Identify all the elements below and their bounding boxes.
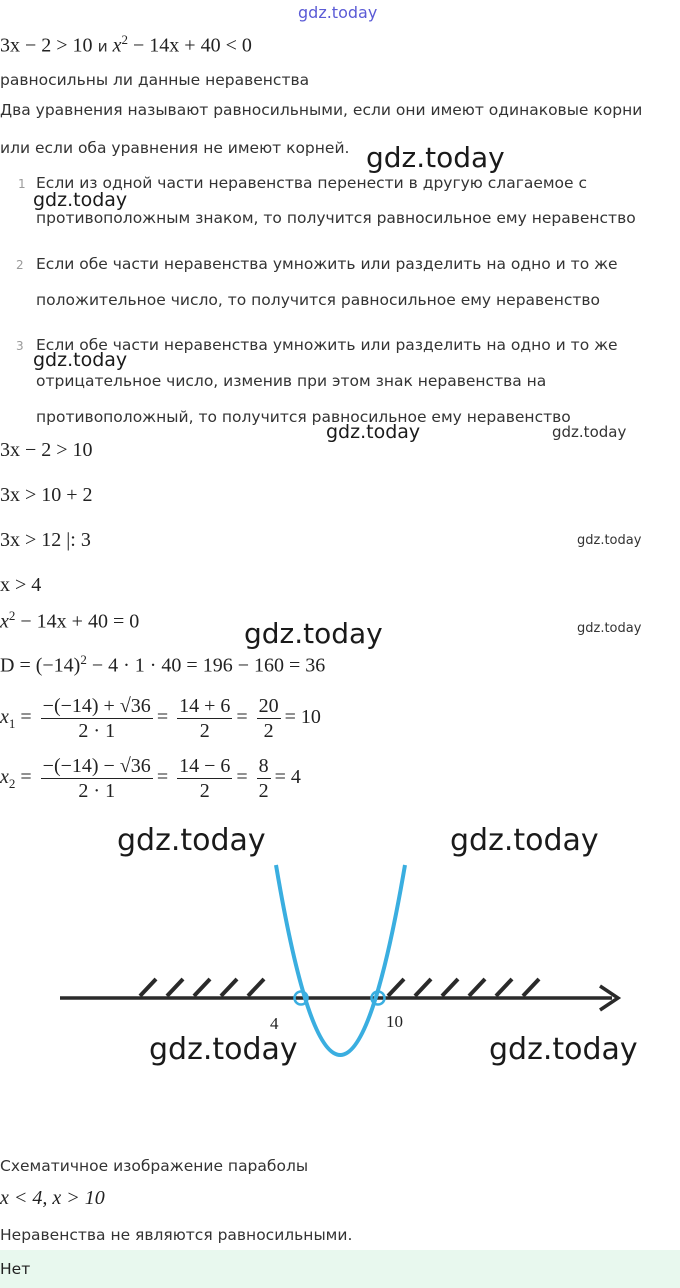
- hatch-mark: [194, 979, 210, 996]
- answer-box: [0, 1250, 680, 1288]
- root-x1-fraction-1: $\frac{-(-14) + √36}{2 \cdot 1}$: [42, 695, 151, 742]
- hatch-mark: [523, 979, 539, 996]
- watermark: gdz.today: [450, 823, 599, 858]
- root-x2-fraction-3: $\frac{8}{2}$: [258, 755, 269, 802]
- root-x2-label: x: [0, 766, 9, 789]
- solution-step-2: 3x > 10 + 2: [0, 484, 93, 506]
- root-x1-fraction-2: $\frac{14 + 6}{2}$: [179, 695, 231, 742]
- rule-number-3: 3: [16, 339, 24, 353]
- definition-line-2: или если оба уравнения не имеют корней.: [0, 139, 350, 157]
- root-x1: $x_1$ = $\frac{-(-14) + √36}{2 \cdot 1}$ = $\frac{14 + 6}{2}$ = $\frac{20}{2}$ = 10: [0, 695, 321, 742]
- discriminant-right: − 4 · 1 · 40 = 196 − 160 = 36: [86, 654, 326, 677]
- discriminant-left: D = (−14): [0, 654, 81, 677]
- quadratic-equation: $x^2 - 14x + 40 = 0$: [0, 608, 140, 633]
- rule-3-line-3: противоположный, то получится равносильное ему неравенство: [36, 408, 571, 426]
- hatch-mark: [442, 979, 458, 996]
- hatch-mark: [167, 979, 183, 996]
- hatch-mark: [248, 979, 264, 996]
- answer-text: Нет: [0, 1260, 31, 1278]
- watermark: gdz.today: [489, 1032, 638, 1067]
- watermark: gdz.today: [326, 421, 421, 443]
- definition-line-1: Два уравнения называют равносильными, если они имеют одинаковые корни: [0, 101, 643, 119]
- hatch-mark: [221, 979, 237, 996]
- watermark: gdz.today: [33, 349, 128, 371]
- task-statement: 3x − 2 > 10 и $x^2 - 14x + 40 < 0$: [0, 32, 252, 57]
- watermark: gdz.today: [117, 823, 266, 858]
- task-right-rest: − 14x + 40 < 0: [128, 34, 252, 57]
- hatch-mark: [140, 979, 156, 996]
- rule-3-line-2: отрицательное число, изменив при этом знак неравенства на: [36, 372, 547, 390]
- watermark-top: gdz.today: [298, 3, 378, 22]
- label-4: 4: [270, 1014, 279, 1033]
- task-right-var: x: [112, 34, 122, 57]
- watermark: gdz.today: [577, 533, 642, 548]
- rule-1-line-2: противоположным знаком, то получится равносильное ему неравенство: [36, 209, 636, 227]
- quadratic-equation-rest: − 14x + 40 = 0: [15, 610, 140, 633]
- root-x2-result: = 4: [274, 766, 301, 789]
- rule-3-line-1: Если обе части неравенства умножить или разделить на одно и то же: [36, 336, 618, 354]
- discriminant: $D = (-14)^2 - 4 \cdot 1 \cdot 40 = 196 - 160 = 36$: [0, 652, 326, 677]
- solution-step-1: 3x − 2 > 10: [0, 439, 93, 461]
- rule-number-2: 2: [16, 258, 24, 272]
- solution-step-3: 3x > 12 |: 3: [0, 529, 91, 551]
- question-text: равносильны ли данные неравенства: [0, 71, 310, 89]
- hatch-mark: [415, 979, 431, 996]
- label-10: 10: [386, 1012, 403, 1031]
- hatch-mark: [388, 979, 404, 996]
- answer-interval: x < 4, x > 10: [0, 1187, 105, 1209]
- watermark: gdz.today: [33, 189, 128, 211]
- root-x1-label: x: [0, 706, 9, 729]
- root-x2: $x_2$ = $\frac{-(-14) - √36}{2 \cdot 1}$ = $\frac{14 - 6}{2}$ = $\frac{8}{2}$ = 4: [0, 755, 301, 802]
- root-x2-fraction-1: $\frac{-(-14) - √36}{2 \cdot 1}$: [42, 755, 151, 802]
- solution-step-4: x > 4: [0, 574, 42, 596]
- watermark: gdz.today: [149, 1032, 298, 1067]
- rule-2-line-2: положительное число, то получится равносильное ему неравенство: [36, 291, 601, 309]
- root-x2-fraction-2: $\frac{14 - 6}{2}$: [179, 755, 231, 802]
- rule-2-line-1: Если обе части неравенства умножить или разделить на одно и то же: [36, 255, 618, 273]
- watermark: gdz.today: [366, 141, 505, 174]
- watermark: gdz.today: [552, 423, 627, 441]
- root-x1-fraction-3: $\frac{20}{2}$: [258, 695, 279, 742]
- conclusion-text: Неравенства не являются равносильными.: [0, 1226, 353, 1244]
- watermark: gdz.today: [244, 617, 383, 650]
- watermark: gdz.today: [577, 621, 642, 636]
- hatch-mark: [469, 979, 485, 996]
- hatch-mark: [496, 979, 512, 996]
- root-x1-result: = 10: [284, 706, 321, 729]
- task-connector: и: [97, 37, 108, 56]
- rule-1-line-1: Если из одной части неравенства перенести в другую слагаемое с: [36, 174, 588, 192]
- hatching: [140, 979, 539, 996]
- task-left: 3x − 2 > 10: [0, 34, 93, 57]
- diagram-caption: Схематичное изображение параболы: [0, 1157, 309, 1175]
- rule-number-1: 1: [18, 177, 26, 191]
